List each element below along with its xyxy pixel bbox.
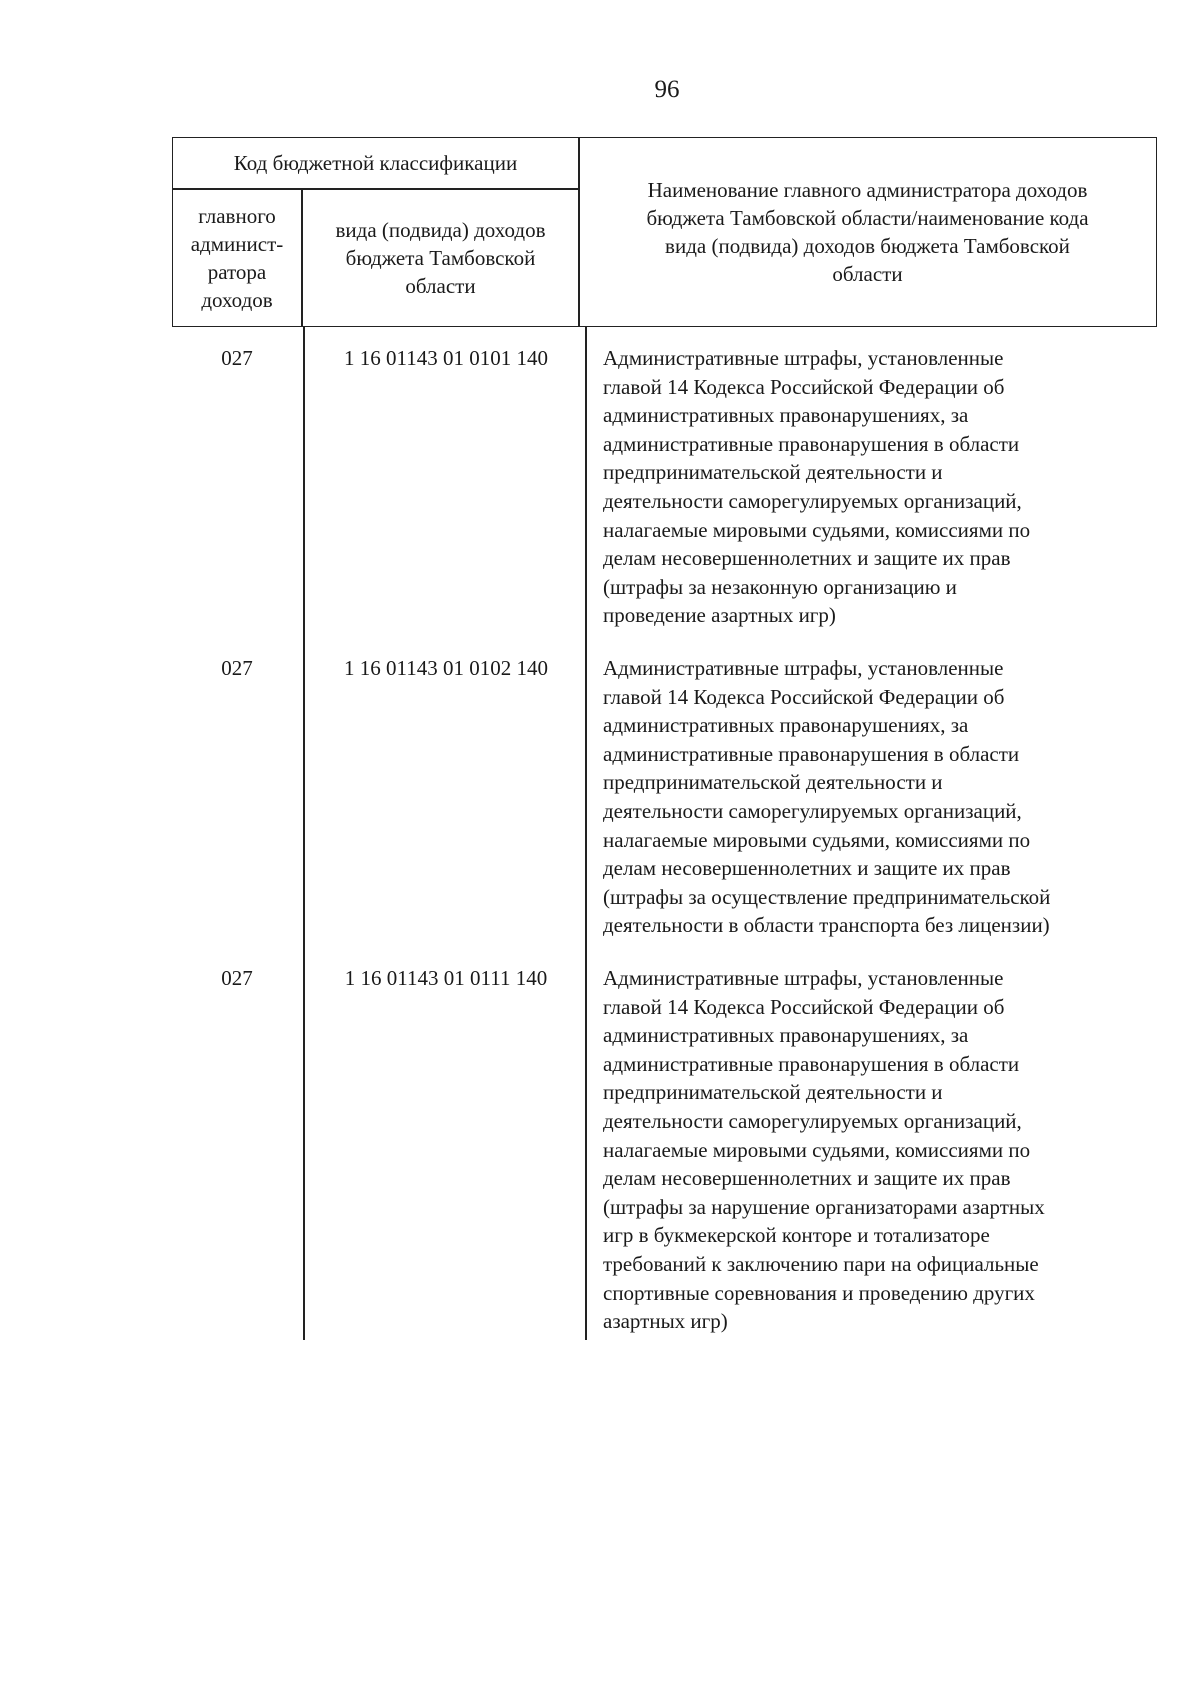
- name-line: деятельности саморегулируемых организаций,: [603, 1108, 1022, 1133]
- header-name-line: вида (подвида) доходов бюджета Тамбовской: [665, 234, 1070, 258]
- name-line: главой 14 Кодекса Российской Федерации об: [603, 684, 1005, 709]
- income-code-cell: 1 16 01143 01 0101 140: [344, 346, 548, 370]
- header-code-line: области: [405, 274, 476, 298]
- name-line: азартных игр): [603, 1309, 728, 1334]
- header-code-cell: [303, 190, 578, 326]
- name-line: требований к заключению пари на официальные: [603, 1251, 1039, 1276]
- name-line: предпринимательской деятельности и: [603, 770, 943, 795]
- name-line: административных правонарушениях, за: [603, 713, 969, 738]
- header-admin-line: доходов: [201, 288, 273, 312]
- name-line: предпринимательской деятельности и: [603, 1080, 943, 1105]
- body-divider-left: [303, 327, 305, 1340]
- name-line: налагаемые мировыми судьями, комиссиями по: [603, 827, 1031, 852]
- income-code-cell: 1 16 01143 01 0102 140: [344, 656, 548, 680]
- admin-code-cell: 027: [221, 966, 253, 990]
- admin-code-cell: 027: [221, 346, 253, 370]
- name-line: делам несовершеннолетних и защите их прав: [603, 856, 1011, 881]
- name-line: делам несовершеннолетних и защите их прав: [603, 546, 1011, 571]
- header-code-line: вида (подвида) доходов: [335, 218, 546, 242]
- table-header: [172, 137, 1157, 327]
- header-admin-cell: [173, 190, 301, 326]
- name-line: деятельности в области транспорта без лицензии): [603, 913, 1050, 938]
- name-line: административные правонарушения в области: [603, 741, 1020, 766]
- header-admin-line: главного: [198, 204, 276, 228]
- name-line: делам несовершеннолетних и защите их прав: [603, 1166, 1011, 1191]
- name-line: административные правонарушения в области: [603, 1051, 1020, 1076]
- income-name-cell: [603, 344, 1143, 630]
- name-line: административные правонарушения в области: [603, 431, 1020, 456]
- body-divider-right: [585, 327, 587, 1340]
- admin-code-cell: 027: [221, 656, 253, 680]
- header-name-line: области: [832, 262, 903, 286]
- name-line: деятельности саморегулируемых организаций,: [603, 488, 1022, 513]
- name-line: главой 14 Кодекса Российской Федерации об: [603, 994, 1005, 1019]
- income-code-cell: 1 16 01143 01 0111 140: [344, 966, 548, 990]
- page-number: 96: [654, 76, 680, 103]
- name-line: проведение азартных игр): [603, 603, 836, 628]
- name-line: предпринимательской деятельности и: [603, 460, 943, 485]
- name-line: Административные штрафы, установленные: [603, 966, 1004, 990]
- income-name-cell: [603, 654, 1143, 940]
- name-line: игр в букмекерской конторе и тотализаторе: [603, 1223, 990, 1248]
- name-line: (штрафы за незаконную организацию и: [603, 574, 957, 599]
- name-line: (штрафы за нарушение организаторами азартных: [603, 1194, 1045, 1219]
- header-admin-line: ратора: [207, 260, 267, 284]
- name-line: налагаемые мировыми судьями, комиссиями по: [603, 517, 1031, 542]
- name-line: деятельности саморегулируемых организаций,: [603, 798, 1022, 823]
- header-name-line: бюджета Тамбовской области/наименование кода: [646, 206, 1089, 230]
- income-name-cell: [603, 964, 1143, 1336]
- header-name-cell: [580, 138, 1155, 326]
- name-line: Административные штрафы, установленные: [603, 346, 1004, 370]
- name-line: спортивные соревнования и проведению других: [603, 1280, 1035, 1305]
- header-admin-line: админист-: [190, 232, 284, 256]
- header-name-line: Наименование главного администратора доходов: [647, 178, 1088, 202]
- header-code-line: бюджета Тамбовской: [345, 246, 536, 270]
- name-line: налагаемые мировыми судьями, комиссиями по: [603, 1137, 1031, 1162]
- name-line: главой 14 Кодекса Российской Федерации об: [603, 374, 1005, 399]
- name-line: административных правонарушениях, за: [603, 1023, 969, 1048]
- name-line: (штрафы за осуществление предпринимательской: [603, 884, 1051, 909]
- name-line: административных правонарушениях, за: [603, 403, 969, 428]
- header-group-title: Код бюджетной классификации: [233, 151, 518, 175]
- name-line: Административные штрафы, установленные: [603, 656, 1004, 680]
